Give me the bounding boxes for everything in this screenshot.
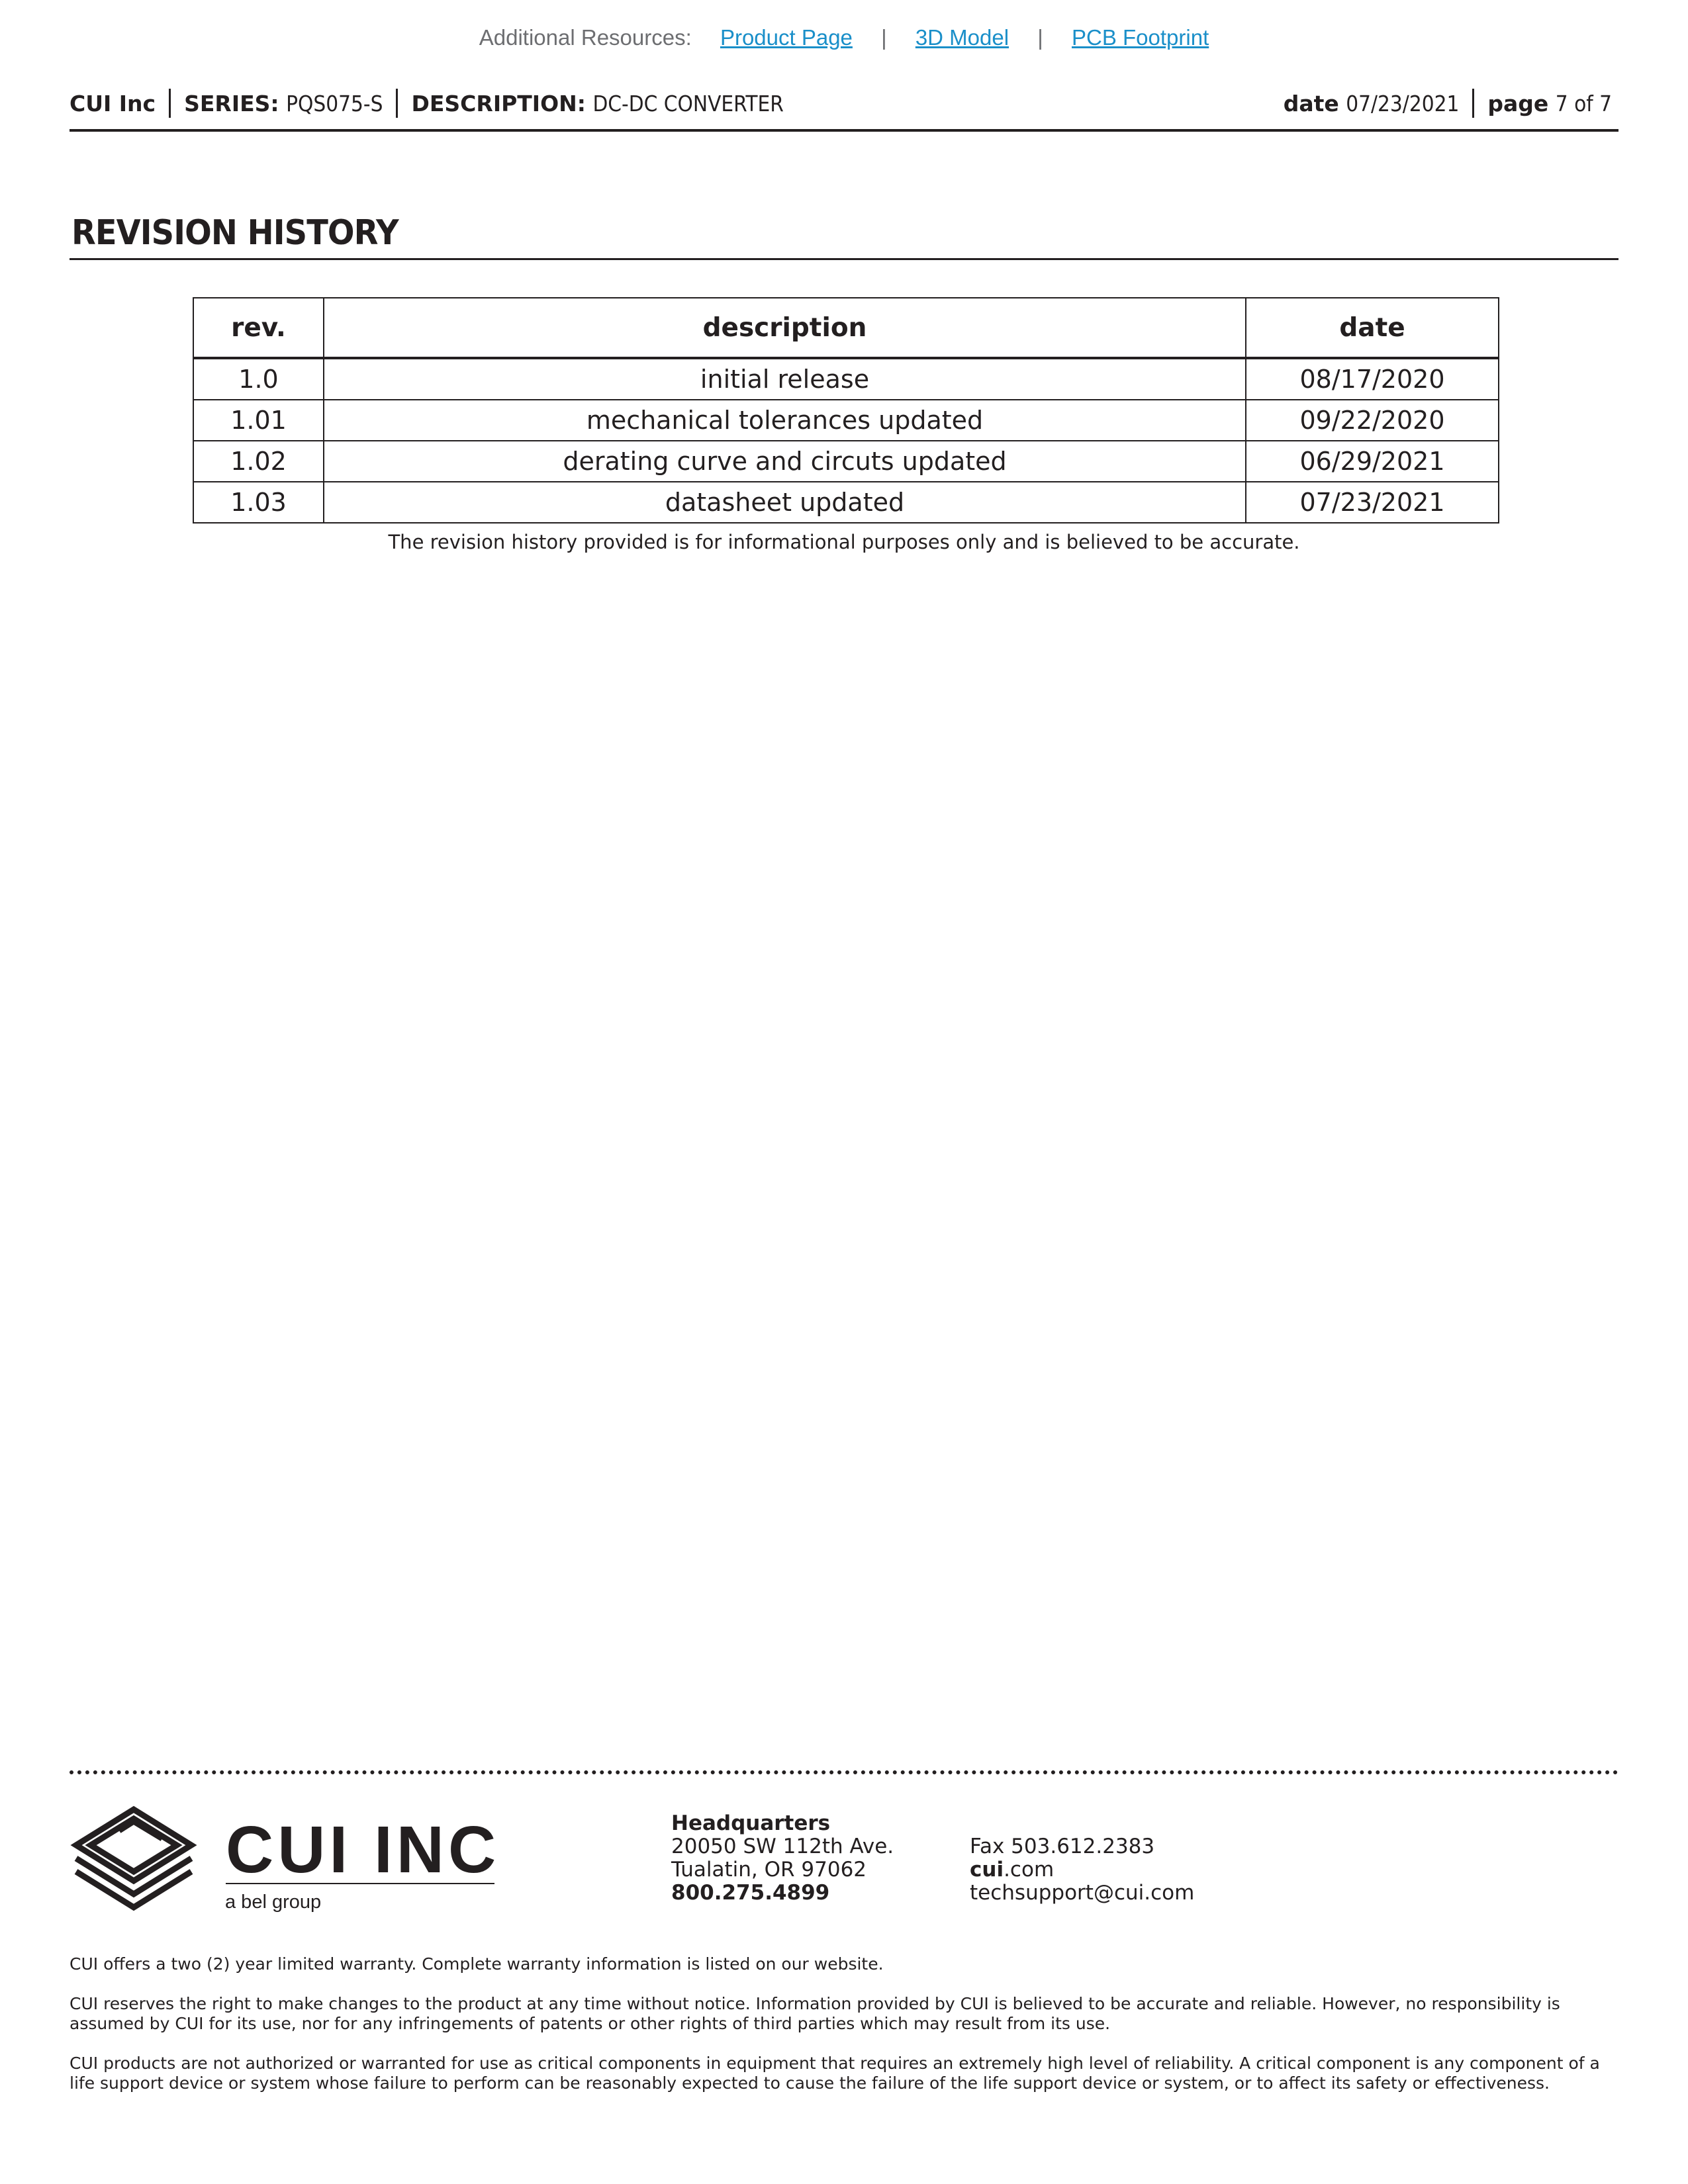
website-link[interactable] <box>970 1858 1194 1882</box>
table-header-row <box>193 298 1499 358</box>
description-cell: mechanical tolerances updated <box>324 400 1246 441</box>
rev-cell: 1.03 <box>193 482 324 523</box>
headquarters-block <box>671 1812 894 1905</box>
hq-address-line2: Tualatin, OR 97062 <box>671 1858 867 1882</box>
table-row <box>193 400 1499 441</box>
logo-wordmark: CUI INC <box>226 1813 500 1887</box>
header-right <box>1284 89 1612 118</box>
date-value: 07/23/2021 <box>1346 91 1460 116</box>
website-bold: cui <box>970 1858 1004 1882</box>
date-cell: 06/29/2021 <box>1246 441 1499 482</box>
page-label: page <box>1487 91 1549 116</box>
company-name: CUI Inc <box>70 91 156 116</box>
warranty-notice: CUI offers a two (2) year limited warranty. Complete warranty information is listed on our website. <box>70 1954 884 1974</box>
section-title: REVISION HISTORY <box>71 213 399 253</box>
hq-title: Headquarters <box>671 1811 831 1835</box>
series-value: PQS075-S <box>286 91 383 116</box>
revision-history-note: The revision history provided is for informational purposes only and is believed to be accurate. <box>388 531 1300 553</box>
resources-separator: | <box>881 25 887 50</box>
description-cell: datasheet updated <box>324 482 1246 523</box>
rev-cell: 1.0 <box>193 358 324 400</box>
additional-resources-bar <box>0 25 1688 50</box>
header-divider <box>169 89 171 118</box>
date-cell: 08/17/2020 <box>1246 358 1499 400</box>
footer-dotted-rule <box>70 1770 1618 1774</box>
resources-separator: | <box>1037 25 1043 50</box>
fax-number: Fax 503.612.2383 <box>970 1835 1155 1858</box>
hq-address-line1: 20050 SW 112th Ave. <box>671 1835 894 1858</box>
date-cell: 09/22/2020 <box>1246 400 1499 441</box>
product-page-link[interactable]: Product Page <box>720 25 853 50</box>
additional-resources-label: Additional Resources: <box>479 25 692 50</box>
header-left <box>70 89 784 118</box>
description-cell: initial release <box>324 358 1246 400</box>
description-cell: derating curve and circuts updated <box>324 441 1246 482</box>
hq-phone: 800.275.4899 <box>671 1881 830 1905</box>
rev-cell: 1.01 <box>193 400 324 441</box>
contact-block <box>970 1835 1194 1905</box>
section-rule <box>70 258 1618 260</box>
pcb-footprint-link[interactable]: PCB Footprint <box>1071 25 1209 50</box>
column-header-description: description <box>324 298 1246 358</box>
header-divider <box>396 89 398 118</box>
table-row <box>193 482 1499 523</box>
cui-logo-mark-icon <box>76 1809 191 1907</box>
header-rule <box>70 129 1618 132</box>
revision-history-table <box>193 297 1499 523</box>
table-row <box>193 358 1499 400</box>
page-value: 7 of 7 <box>1555 91 1612 116</box>
support-email[interactable]: techsupport@cui.com <box>970 1881 1195 1905</box>
logo-subtitle: a bel group <box>225 1891 322 1913</box>
rev-cell: 1.02 <box>193 441 324 482</box>
description-label: DESCRIPTION: <box>411 91 586 116</box>
date-label: date <box>1283 91 1339 116</box>
series-label: SERIES: <box>184 91 279 116</box>
column-header-date: date <box>1246 298 1499 358</box>
3d-model-link[interactable]: 3D Model <box>915 25 1009 50</box>
description-value: DC-DC CONVERTER <box>592 91 784 116</box>
header-divider <box>1472 89 1474 118</box>
table-row <box>193 441 1499 482</box>
column-header-rev: rev. <box>193 298 324 358</box>
website-rest: .com <box>1004 1858 1055 1882</box>
liability-notice: CUI reserves the right to make changes to the product at any time without notice. Information provided by CUI is believed to be accurate and reliable. However, no responsibility is assumed by CUI for its use, nor for any infringements of patents or other rights of third parties which may result from its use. <box>70 1994 1560 2033</box>
date-cell: 07/23/2021 <box>1246 482 1499 523</box>
document-header <box>70 89 1618 120</box>
critical-components-notice: CUI products are not authorized or warranted for use as critical components in equipment that requires an extremely high level of reliability. A critical component is any component of a life support device or system whose failure to perform can be reasonably expected to cause the failure of the life support device or system, or to affect its safety or effectiveness. <box>70 2054 1600 2093</box>
